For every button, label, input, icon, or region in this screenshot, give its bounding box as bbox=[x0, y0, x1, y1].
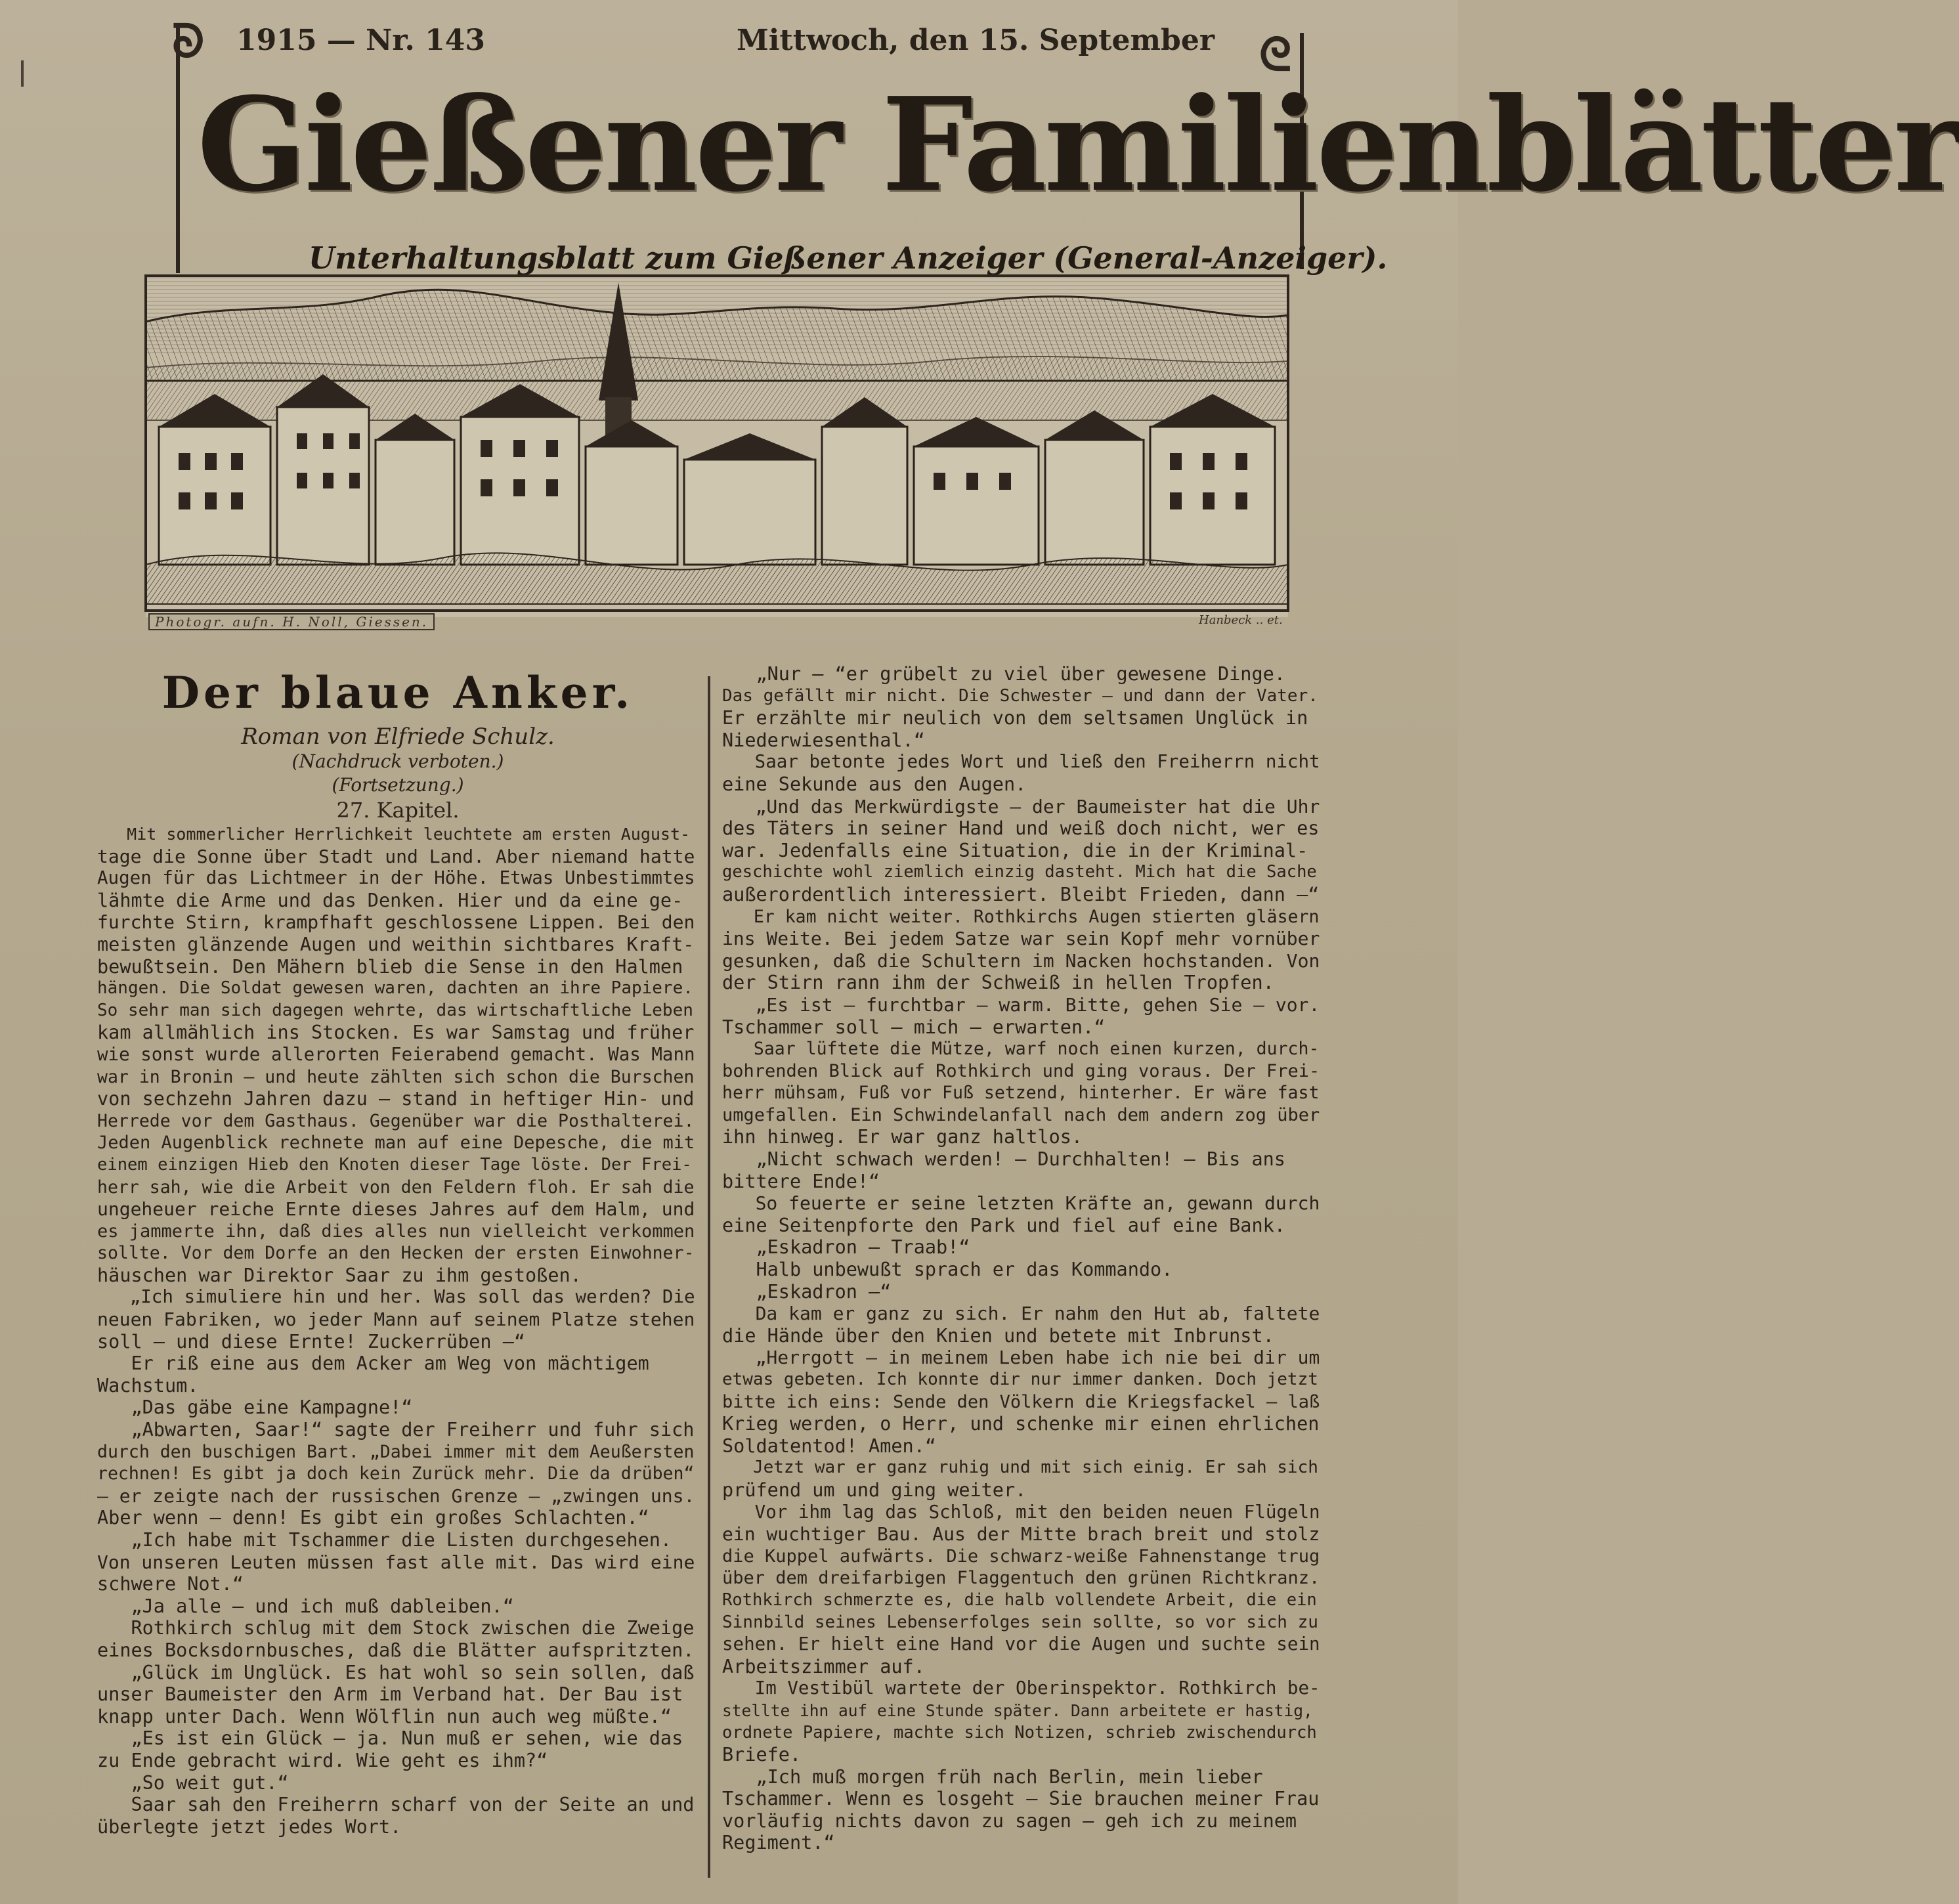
right-column-text-line: Saar betonte jedes Wort und ließ den Freiherrn nicht bbox=[722, 751, 1320, 773]
ornament-curl-left: ᘐ bbox=[172, 14, 205, 68]
right-column-text-line: bittere Ende!“ bbox=[722, 1170, 880, 1192]
right-column-text-line: Im Vestibül wartete der Oberinspektor. Rothkirch be- bbox=[722, 1677, 1320, 1699]
left-column-text-line: — er zeigte nach der russischen Grenze — „zwingen uns. bbox=[97, 1484, 695, 1507]
right-column-text-line: „Und das Merkwürdigste — der Baumeister hat die Uhr bbox=[722, 795, 1320, 817]
right-column-text-line: außerordentlich interessiert. Bleibt Frieden, dann —“ bbox=[722, 883, 1320, 905]
left-column-text-line: Aber wenn — denn! Es gibt ein großes Schlachten.“ bbox=[97, 1507, 649, 1529]
right-column-text-line: „Eskadron —“ bbox=[722, 1280, 892, 1303]
right-column-text-line: umgefallen. Ein Schwindelanfall nach dem andern zog über bbox=[722, 1104, 1320, 1125]
right-column-text-line: Da kam er ganz zu sich. Er nahm den Hut ab, faltete bbox=[722, 1303, 1320, 1325]
right-column-text-line: „Herrgott — in meinem Leben habe ich nie bei dir um bbox=[722, 1347, 1320, 1369]
left-column-text bbox=[97, 823, 699, 1838]
right-column-text-line: Er kam nicht weiter. Rothkirchs Augen stierten gläsern bbox=[722, 906, 1320, 927]
right-column-text-line: „Eskadron — Traab!“ bbox=[722, 1236, 970, 1259]
left-column-text-line: „Glück im Unglück. Es hat wohl so sein sollen, daß bbox=[97, 1661, 695, 1683]
right-column-text-line: „Nicht schwach werden! — Durchhalten! — Bis ans bbox=[722, 1148, 1285, 1171]
left-column-text-line: Von unseren Leuten müssen fast alle mit. Das wird eine bbox=[97, 1551, 695, 1573]
right-column-text-line: bohrenden Blick auf Rothkirch und ging voraus. Der Frei- bbox=[722, 1060, 1320, 1081]
left-column-text-line: Mit sommerlicher Herrlichkeit leuchtete am ersten August- bbox=[97, 825, 691, 844]
right-column-text-line: ordnete Papiere, machte sich Notizen, schrieb zwischendurch bbox=[722, 1722, 1317, 1742]
left-column-text-line: furchte Stirn, krampfhaft geschlossene Lippen. Bei den bbox=[97, 911, 695, 934]
right-column-text-line: Vor ihm lag das Schloß, mit den beiden neuen Flügeln bbox=[722, 1501, 1320, 1523]
continuation-notice: (Fortsetzung.) bbox=[332, 774, 464, 796]
left-column-text-line: „Ich habe mit Tschammer die Listen durchgesehen. bbox=[97, 1529, 672, 1551]
right-column-text-line: Briefe. bbox=[722, 1744, 802, 1766]
left-column-text-line: unser Baumeister den Arm im Verband hat. Der Bau ist bbox=[97, 1683, 683, 1706]
right-column-text-line: So feuerte er seine letzten Kräfte an, gewann durch bbox=[722, 1192, 1320, 1215]
right-column-text-line: die Kuppel aufwärts. Die schwarz-weiße Fahnenstange trug bbox=[722, 1546, 1320, 1567]
left-column-text-line: hängen. Die Soldat gewesen waren, dachten an ihre Papiere. bbox=[97, 978, 693, 999]
left-column-text-line: von sechzehn Jahren dazu — stand in heftiger Hin- und bbox=[97, 1088, 695, 1110]
right-column-text-line: Regiment.“ bbox=[722, 1832, 835, 1854]
engraver-credit: Hanbeck .. et. bbox=[1199, 613, 1283, 627]
left-column-text-line: meisten glänzende Augen und weithin sichtbares Kraft- bbox=[97, 933, 695, 955]
left-column-text-line: Er riß eine aus dem Acker am Weg von mächtigem bbox=[97, 1352, 649, 1375]
right-column-text-line: vorläufig nichts davon zu sagen — geh ich zu meinem bbox=[722, 1809, 1297, 1832]
masthead-dateline bbox=[236, 24, 1215, 56]
right-column-text-line: über dem dreifarbigen Flaggentuch den grünen Richtkranz. bbox=[722, 1568, 1320, 1589]
right-column-text-line: ins Weite. Bei jedem Satze war sein Kopf mehr vornüber bbox=[722, 928, 1320, 950]
edge-mark bbox=[21, 60, 24, 87]
right-column-text-line: etwas gebeten. Ich konnte dir nur immer danken. Doch jetzt bbox=[722, 1370, 1318, 1389]
newspaper-subtitle: Unterhaltungsblatt zum Gießener Anzeiger (General-Anzeiger). bbox=[309, 240, 1388, 276]
left-column bbox=[97, 663, 699, 1838]
right-column-text-line: prüfend um und ging weiter. bbox=[722, 1479, 1027, 1501]
right-column-text-line: gesunken, daß die Schultern im Nacken hochstanden. Von bbox=[722, 949, 1320, 972]
left-column-text-line: So sehr man sich dagegen wehrte, das wirtschaftliche Leben bbox=[97, 1000, 693, 1020]
right-column-text-line: war. Jedenfalls eine Situation, die in der Kriminal- bbox=[722, 839, 1308, 861]
right-column-text-line: „Nur — “er grübelt zu viel über gewesene Dinge. bbox=[722, 663, 1285, 685]
left-column-text-line: eines Bocksdornbusches, daß die Blätter aufspritzten. bbox=[97, 1639, 695, 1661]
left-column-text-line: durch den buschigen Bart. „Dabei immer mit dem Aeußersten bbox=[97, 1441, 695, 1462]
left-column-text-line: zu Ende gebracht wird. Wie geht es ihm?“ bbox=[97, 1749, 548, 1771]
right-column-text-line: eine Seitenpforte den Park und fiel auf eine Bank. bbox=[722, 1214, 1285, 1236]
left-column-text-line: Saar sah den Freiherrn scharf von der Seite an und bbox=[97, 1794, 695, 1816]
left-column-text-line: neuen Fabriken, wo jeder Mann auf seinem Platze stehen bbox=[97, 1309, 695, 1331]
left-column-text-line: „So weit gut.“ bbox=[97, 1771, 289, 1794]
left-column-text-line: tage die Sonne über Stadt und Land. Aber niemand hatte bbox=[97, 845, 695, 867]
left-column-text-line: sollte. Vor dem Dorfe an den Hecken der ersten Einwohner- bbox=[97, 1243, 695, 1264]
right-column-text-line: Tschammer. Wenn es losgeht — Sie brauchen meiner Frau bbox=[722, 1788, 1320, 1810]
story-title: Der blaue Anker. bbox=[161, 667, 634, 718]
reprint-notice: (Nachdruck verboten.) bbox=[291, 750, 504, 772]
right-column-text-line: Saar lüftete die Mütze, warf noch einen kurzen, durch- bbox=[722, 1039, 1320, 1060]
left-column-text-line: war in Bronin — und heute zählten sich schon die Burschen bbox=[97, 1066, 695, 1087]
left-column-text-line: Augen für das Lichtmeer in der Höhe. Etwas Unbestimmtes bbox=[97, 867, 695, 889]
newspaper-title: Gießener Familienblätter bbox=[197, 70, 1959, 221]
right-column-text-line: eine Sekunde aus den Augen. bbox=[722, 773, 1027, 795]
left-column-text-line: Wachstum. bbox=[97, 1374, 199, 1396]
issue-number: 1915 — Nr. 143 bbox=[236, 24, 485, 57]
left-column-text-line: einem einzigen Hieb den Knoten dieser Tage löste. Der Frei- bbox=[97, 1154, 692, 1175]
left-column-text-line: häuschen war Direktor Saar zu ihm gestoßen. bbox=[97, 1264, 582, 1286]
photo-credit: Photogr. aufn. H. Noll, Giessen. bbox=[148, 613, 435, 630]
right-column-text-line: „Ich muß morgen früh nach Berlin, mein lieber bbox=[722, 1765, 1263, 1788]
left-column-text-line: soll — und diese Ernte! Zuckerrüben —“ bbox=[97, 1330, 526, 1352]
left-column-text-line: „Es ist ein Glück — ja. Nun muß er sehen, wie das bbox=[97, 1727, 683, 1750]
left-column-text-line: wie sonst wurde allerorten Feierabend gemacht. Was Mann bbox=[97, 1043, 695, 1065]
left-column-text-line: rechnen! Es gibt ja doch kein Zurück mehr. Die da drüben“ bbox=[97, 1463, 695, 1484]
left-column-text-line: Herrede vor dem Gasthaus. Gegenüber war die Posthalterei. bbox=[97, 1110, 695, 1131]
right-column-text-line: die Hände über den Knien und betete mit Inbrunst. bbox=[722, 1324, 1274, 1347]
right-column-text-line: Tschammer soll — mich — erwarten.“ bbox=[722, 1016, 1106, 1038]
issue-date: Mittwoch, den 15. September bbox=[737, 24, 1215, 57]
left-column-text-line: Rothkirch schlug mit dem Stock zwischen die Zweige bbox=[97, 1617, 695, 1639]
left-column-text-line: kam allmählich ins Stocken. Es war Samstag und früher bbox=[97, 1022, 695, 1044]
right-column-text bbox=[722, 663, 1324, 1854]
left-column-text-line: knapp unter Dach. Wenn Wölflin nun auch weg müßte.“ bbox=[97, 1705, 672, 1727]
right-column-text-line: bitte ich eins: Sende den Völkern die Kriegsfackel — laß bbox=[722, 1391, 1320, 1412]
left-column-text-line: schwere Not.“ bbox=[97, 1573, 244, 1595]
ornament-curl-right: ᘓ bbox=[1259, 27, 1292, 81]
right-column-text-line: Halb unbewußt sprach er das Kommando. bbox=[722, 1259, 1173, 1281]
right-column-text-line: Arbeitszimmer auf. bbox=[722, 1655, 925, 1677]
left-column-text-line: „Abwarten, Saar!“ sagte der Freiherr und fuhr sich bbox=[97, 1419, 695, 1441]
left-column-text-line: lähmte die Arme und das Denken. Hier und da eine ge- bbox=[97, 889, 683, 911]
left-column-text-line: „Das gäbe eine Kampagne!“ bbox=[97, 1396, 413, 1419]
right-column-text-line: „Es ist — furchtbar — warm. Bitte, gehen Sie — vor. bbox=[722, 993, 1320, 1016]
right-column-text-line: Niederwiesenthal.“ bbox=[722, 729, 925, 751]
right-column-text-line: Soldatentod! Amen.“ bbox=[722, 1435, 937, 1457]
right-column-text-line: Rothkirch schmerzte es, die halb vollendete Arbeit, die ein bbox=[722, 1590, 1317, 1610]
right-column-text-line: geschichte wohl ziemlich einzig dasteht. Mich hat die Sache bbox=[722, 862, 1317, 882]
left-column-text-line: bewußtsein. Den Mähern blieb die Sense in den Halmen bbox=[97, 955, 683, 978]
right-column-text-line: stellte ihn auf eine Stunde später. Dann arbeitete er hastig, bbox=[722, 1700, 1313, 1720]
left-column-text-line: „Ja alle — und ich muß dableiben.“ bbox=[97, 1595, 514, 1617]
right-column bbox=[722, 663, 1324, 1854]
right-column-text-line: ihn hinweg. Er war ganz haltlos. bbox=[722, 1126, 1083, 1148]
right-column-text-line: Sinnbild seines Lebenserfolges sein sollte, so vor sich zu bbox=[722, 1612, 1318, 1632]
right-column-text-line: sehen. Er hielt eine Hand vor die Augen und suchte sein bbox=[722, 1634, 1320, 1655]
right-column-text-line: Er erzählte mir neulich von dem seltsamen Unglück in bbox=[722, 707, 1308, 729]
right-column-text-line: herr mühsam, Fuß vor Fuß setzend, hinterher. Er wäre fast bbox=[722, 1083, 1320, 1104]
right-column-text-line: Krieg werden, o Herr, und schenke mir einen ehrlichen bbox=[722, 1413, 1320, 1435]
left-column-text-line: Jeden Augenblick rechnete man auf eine Depesche, die mit bbox=[97, 1133, 695, 1154]
left-column-text-line: „Ich simuliere hin und her. Was soll das werden? Die bbox=[97, 1286, 695, 1308]
column-divider bbox=[708, 676, 710, 1878]
left-column-text-line: herr sah, wie die Arbeit von den Feldern floh. Er sah die bbox=[97, 1177, 695, 1198]
right-column-text-line: Das gefällt mir nicht. Die Schwester — und dann der Vater. bbox=[722, 685, 1318, 706]
left-column-text-line: es jammerte ihn, daß dies alles nun vielleicht verkommen bbox=[97, 1221, 695, 1242]
story-byline: Roman von Elfriede Schulz. bbox=[241, 724, 555, 750]
right-column-text-line: Jetzt war er ganz ruhig und mit sich einig. Er sah sich bbox=[722, 1458, 1318, 1478]
right-column-text-line: des Täters in seiner Hand und weiß doch nicht, wer es bbox=[722, 817, 1320, 840]
right-column-text-line: der Stirn rann ihm der Schweiß in hellen Tropfen. bbox=[722, 972, 1274, 994]
right-column-text-line: ein wuchtiger Bau. Aus der Mitte brach breit und stolz bbox=[722, 1523, 1320, 1546]
left-column-text-line: überlegte jetzt jedes Wort. bbox=[97, 1815, 402, 1838]
chapter-heading: 27. Kapitel. bbox=[336, 798, 460, 823]
left-column-text-line: ungeheuer reiche Ernte dieses Jahres auf dem Halm, und bbox=[97, 1198, 695, 1221]
city-panorama-engraving bbox=[146, 276, 1288, 617]
